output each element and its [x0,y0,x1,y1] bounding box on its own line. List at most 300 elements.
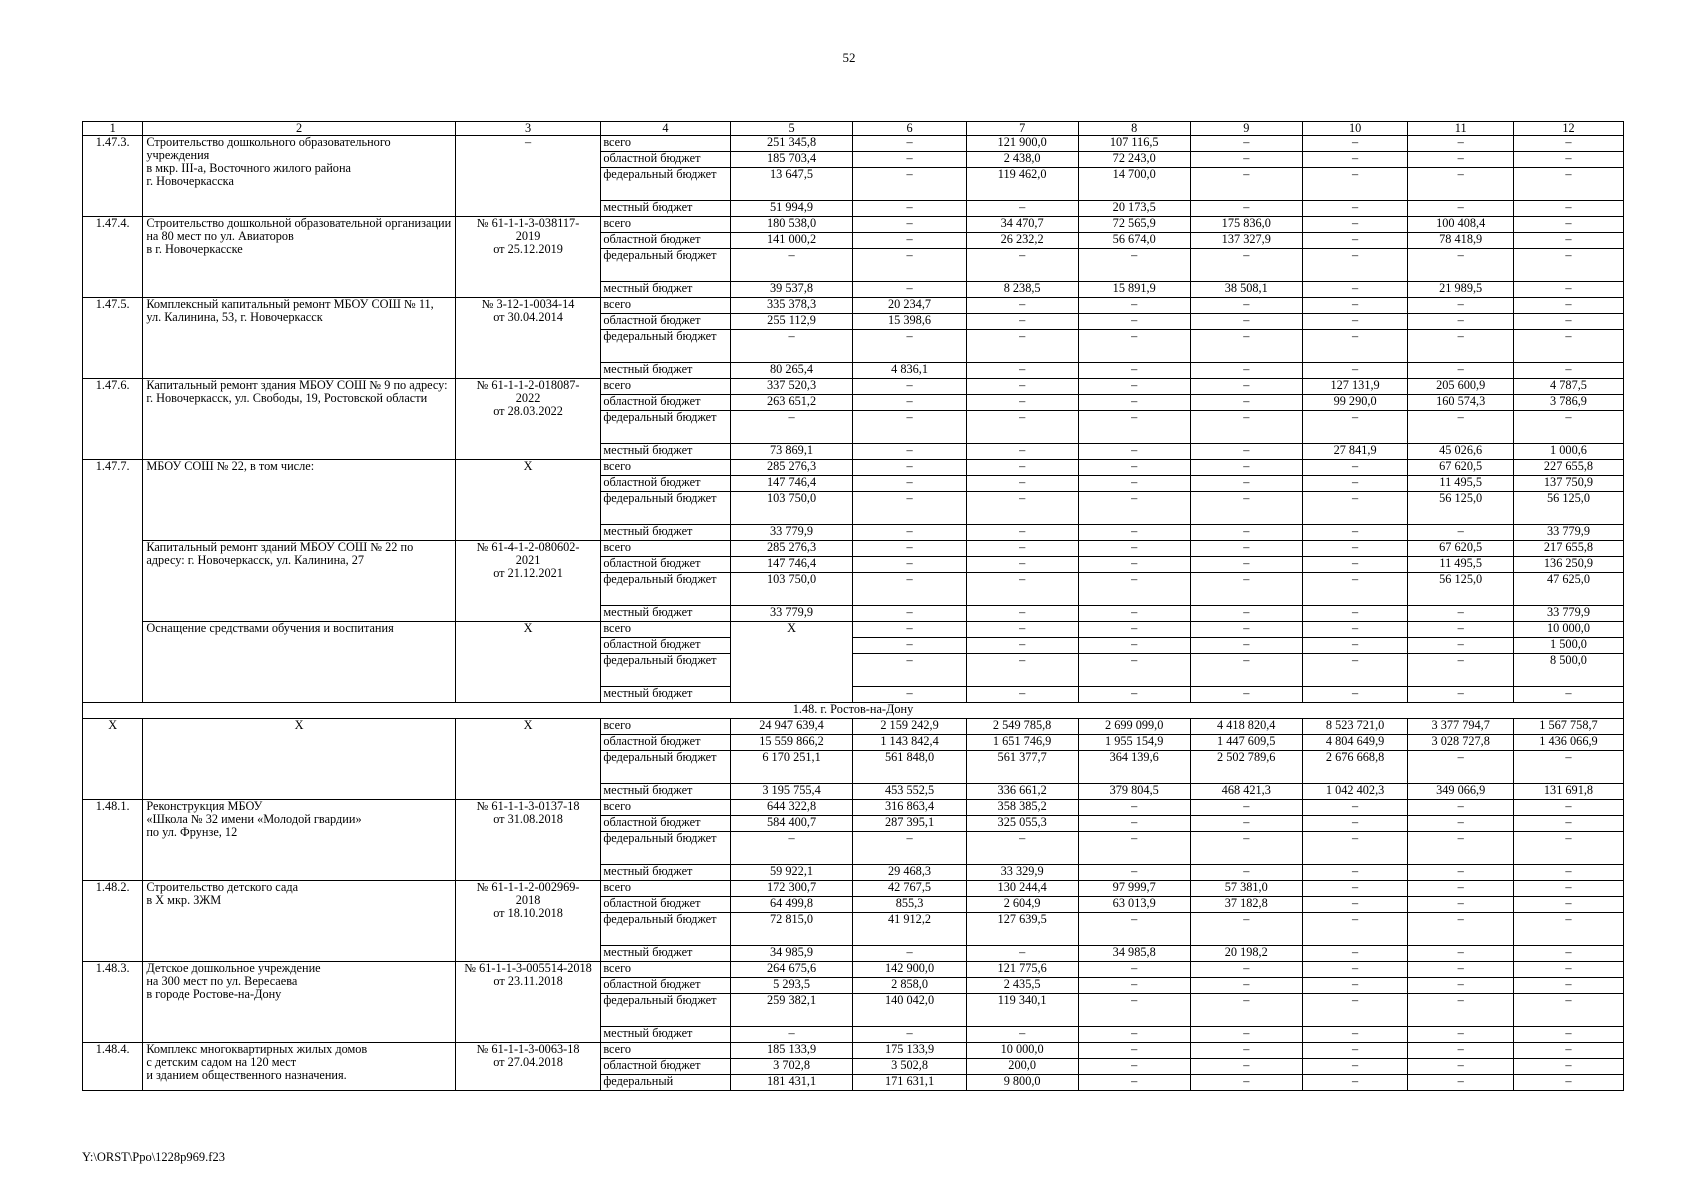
value-cell: – [1408,136,1514,152]
value-cell: 34 470,7 [966,217,1078,233]
value-cell: – [1513,994,1623,1027]
value-cell: – [1408,638,1514,654]
value-cell: – [1408,962,1514,978]
value-cell: 20 173,5 [1078,201,1190,217]
value-cell: – [853,330,966,363]
value-cell: 56 125,0 [1408,573,1514,606]
budget-category: всего [601,962,730,978]
document-number: – [455,136,600,217]
value-cell: 119 340,1 [966,994,1078,1027]
value-cell: – [966,298,1078,314]
value-cell: 1 651 746,9 [966,735,1078,751]
value-cell: – [1408,201,1514,217]
value-cell: – [1302,476,1408,492]
item-name: Реконструкция МБОУ «Школа № 32 имени «Молодой гвардии» по ул. Фрунзе, 12 [143,800,456,881]
value-cell: 142 900,0 [853,962,966,978]
value-cell: 561 848,0 [853,751,966,784]
value-cell: – [1302,606,1408,622]
value-cell: 3 502,8 [853,1059,966,1075]
budget-category: федеральный бюджет [601,832,730,865]
budget-category: областной бюджет [601,476,730,492]
value-cell: – [966,557,1078,573]
budget-category: местный бюджет [601,201,730,217]
value-cell: 185 703,4 [730,152,853,168]
value-cell: – [1408,881,1514,897]
value-cell: – [1190,1059,1302,1075]
value-cell: – [1190,687,1302,703]
budget-category: местный бюджет [601,1027,730,1043]
value-cell: – [1302,233,1408,249]
value-cell: – [1513,201,1623,217]
value-cell: – [1190,460,1302,476]
value-cell: 14 700,0 [1078,168,1190,201]
budget-category: местный бюджет [601,865,730,881]
value-cell: 468 421,3 [1190,784,1302,800]
document-number: № 61-1-1-3-038117- 2019 от 25.12.2019 [455,217,600,298]
value-cell: – [1190,913,1302,946]
value-cell: – [1302,541,1408,557]
value-cell: – [1513,330,1623,363]
table-row [83,217,1624,233]
value-cell: – [1302,282,1408,298]
value-cell: – [1078,687,1190,703]
value-cell: – [1408,978,1514,994]
budget-category: всего [601,800,730,816]
value-cell: 24 947 639,4 [730,719,853,735]
value-cell: 1 042 402,3 [1302,784,1408,800]
item-number: 1.47.5. [83,298,143,379]
budget-category: местный бюджет [601,946,730,962]
value-cell: – [1408,816,1514,832]
value-cell: 200,0 [966,1059,1078,1075]
value-cell: – [1513,136,1623,152]
value-cell: 15 891,9 [1078,282,1190,298]
value-cell: – [853,687,966,703]
value-cell: – [1078,638,1190,654]
value-cell: – [1078,606,1190,622]
budget-category: областной бюджет [601,233,730,249]
budget-category: всего [601,719,730,735]
value-cell: – [1078,913,1190,946]
value-cell: 26 232,2 [966,233,1078,249]
value-cell: 2 159 242,9 [853,719,966,735]
value-cell: 63 013,9 [1078,897,1190,913]
value-cell: 59 922,1 [730,865,853,881]
value-cell: 561 377,7 [966,751,1078,784]
value-cell: – [853,525,966,541]
value-cell: – [730,249,853,282]
item-number: X [83,719,143,800]
value-cell: – [1190,606,1302,622]
value-cell: 2 699 099,0 [1078,719,1190,735]
column-number-row [83,122,1624,136]
budget-category: областной бюджет [601,314,730,330]
value-cell: – [1408,751,1514,784]
item-name: Оснащение средствами обучения и воспитания [143,622,456,703]
value-cell: – [1302,946,1408,962]
value-cell: – [1408,1075,1514,1091]
column-number-cell: 7 [966,122,1078,136]
value-cell: – [853,638,966,654]
budget-category: местный бюджет [601,444,730,460]
value-cell: – [1513,152,1623,168]
value-cell: – [966,606,1078,622]
value-cell: – [1302,800,1408,816]
value-cell: 3 377 794,7 [1408,719,1514,735]
value-cell: 6 170 251,1 [730,751,853,784]
value-cell: 103 750,0 [730,492,853,525]
value-cell: 4 804 649,9 [1302,735,1408,751]
value-cell: – [853,832,966,865]
value-cell: 5 293,5 [730,978,853,994]
value-cell: 141 000,2 [730,233,853,249]
value-cell: – [1078,492,1190,525]
value-cell: – [1513,1059,1623,1075]
value-cell: 584 400,7 [730,816,853,832]
document-number: № 61-1-1-3-0063-18 от 27.04.2018 [455,1043,600,1091]
value-cell: X [730,622,853,703]
budget-category: федеральный бюджет [601,411,730,444]
value-cell: – [1190,444,1302,460]
value-cell: – [1078,330,1190,363]
value-cell: – [853,476,966,492]
value-cell: 119 462,0 [966,168,1078,201]
footer-file-path: Y:\ORST\Ppo\1228p969.f23 [82,1150,225,1164]
budget-category: федеральный бюджет [601,249,730,282]
value-cell: – [966,444,1078,460]
value-cell: – [1302,978,1408,994]
value-cell: – [1190,865,1302,881]
value-cell: – [853,573,966,606]
budget-category: местный бюджет [601,282,730,298]
value-cell: 263 651,2 [730,395,853,411]
column-number-cell: 4 [601,122,730,136]
value-cell: – [966,476,1078,492]
column-number-cell: 6 [853,122,966,136]
value-cell: – [1302,962,1408,978]
value-cell: – [1078,557,1190,573]
value-cell: – [1302,136,1408,152]
value-cell: – [1408,1027,1514,1043]
value-cell: 251 345,8 [730,136,853,152]
value-cell: 56 674,0 [1078,233,1190,249]
value-cell: 67 620,5 [1408,460,1514,476]
value-cell: 336 661,2 [966,784,1078,800]
value-cell: – [1408,152,1514,168]
value-cell: 10 000,0 [1513,622,1623,638]
document-number: X [455,622,600,703]
item-number: 1.47.4. [83,217,143,298]
budget-category: федеральный бюджет [601,330,730,363]
value-cell: – [1190,573,1302,606]
value-cell: – [853,201,966,217]
value-cell: – [1302,411,1408,444]
value-cell: – [1078,395,1190,411]
value-cell: 127 131,9 [1302,379,1408,395]
item-name: Комплекс многоквартирных жилых домов с детским садом на 120 мест и зданием общественного назначения. [143,1043,456,1091]
value-cell: – [1190,832,1302,865]
value-cell: 379 804,5 [1078,784,1190,800]
value-cell: – [1302,557,1408,573]
budget-category: местный бюджет [601,606,730,622]
value-cell: 107 116,5 [1078,136,1190,152]
value-cell: – [853,654,966,687]
value-cell: 100 408,4 [1408,217,1514,233]
value-cell: – [1513,816,1623,832]
value-cell: – [1302,314,1408,330]
value-cell: – [853,411,966,444]
budget-category: местный бюджет [601,784,730,800]
value-cell: – [853,233,966,249]
document-number: № 61-1-1-3-0137-18 от 31.08.2018 [455,800,600,881]
value-cell: 2 549 785,8 [966,719,1078,735]
value-cell: – [1513,881,1623,897]
value-cell: – [1408,298,1514,314]
value-cell: – [1513,687,1623,703]
value-cell: 137 327,9 [1190,233,1302,249]
item-number: 1.47.3. [83,136,143,217]
value-cell: – [730,832,853,865]
value-cell: – [966,201,1078,217]
value-cell: – [853,492,966,525]
value-cell: – [1302,1027,1408,1043]
value-cell: – [1190,201,1302,217]
value-cell: 175 133,9 [853,1043,966,1059]
item-number: 1.47.6. [83,379,143,460]
column-number-cell: 2 [143,122,456,136]
value-cell: – [1513,1043,1623,1059]
section-title: 1.48. г. Ростов-на-Дону [83,703,1624,719]
value-cell: 172 300,7 [730,881,853,897]
value-cell: 20 198,2 [1190,946,1302,962]
value-cell: – [1302,573,1408,606]
table-row [83,719,1624,735]
value-cell: – [1078,444,1190,460]
table-row [83,379,1624,395]
value-cell: – [1190,994,1302,1027]
value-cell: 1 143 842,4 [853,735,966,751]
value-cell: 358 385,2 [966,800,1078,816]
value-cell: 1 000,6 [1513,444,1623,460]
value-cell: 227 655,8 [1513,460,1623,476]
value-cell: – [1513,800,1623,816]
value-cell: – [1190,379,1302,395]
value-cell: – [1513,913,1623,946]
value-cell: – [730,330,853,363]
value-cell: – [966,492,1078,525]
value-cell: – [966,525,1078,541]
value-cell: – [1190,314,1302,330]
value-cell: – [1513,411,1623,444]
value-cell: – [966,687,1078,703]
value-cell: – [1190,136,1302,152]
value-cell: – [1408,832,1514,865]
value-cell: – [1078,816,1190,832]
value-cell: 171 631,1 [853,1075,966,1091]
value-cell: – [966,411,1078,444]
budget-category: федеральный бюджет [601,654,730,687]
value-cell: – [1078,476,1190,492]
value-cell: 160 574,3 [1408,395,1514,411]
value-cell: 185 133,9 [730,1043,853,1059]
value-cell: 8 238,5 [966,282,1078,298]
value-cell: 181 431,1 [730,1075,853,1091]
column-number-cell: 10 [1302,122,1408,136]
column-number-cell: 5 [730,122,853,136]
value-cell: 121 775,6 [966,962,1078,978]
value-cell: – [1302,622,1408,638]
budget-category: всего [601,541,730,557]
value-cell: – [1513,217,1623,233]
value-cell: – [1302,881,1408,897]
value-cell: – [1078,1075,1190,1091]
value-cell: 2 604,9 [966,897,1078,913]
value-cell: – [1513,1075,1623,1091]
value-cell: – [1190,800,1302,816]
budget-category: местный бюджет [601,687,730,703]
value-cell: – [1078,654,1190,687]
value-cell: – [853,460,966,476]
table-row [83,622,1624,638]
budget-category: местный бюджет [601,525,730,541]
section-row [83,703,1624,719]
value-cell: 2 435,5 [966,978,1078,994]
item-name: Детское дошкольное учреждение на 300 мест по ул. Вересаева в городе Ростове-на-Дону [143,962,456,1043]
item-name: Капитальный ремонт зданий МБОУ СОШ № 22 по адресу: г. Новочеркасск, ул. Калинина, 27 [143,541,456,622]
value-cell: – [1408,654,1514,687]
value-cell: – [1302,913,1408,946]
document-number: № 3-12-1-0034-14 от 30.04.2014 [455,298,600,379]
value-cell: 15 559 866,2 [730,735,853,751]
value-cell: 137 750,9 [1513,476,1623,492]
value-cell: – [1513,978,1623,994]
value-cell: 33 779,9 [1513,525,1623,541]
value-cell: – [1302,1075,1408,1091]
document-number: № 61-1-1-2-002969- 2018 от 18.10.2018 [455,881,600,962]
value-cell: – [1302,492,1408,525]
budget-category: областной бюджет [601,735,730,751]
value-cell: 136 250,9 [1513,557,1623,573]
value-cell: – [1078,525,1190,541]
value-cell: 56 125,0 [1408,492,1514,525]
table-row [83,460,1624,476]
value-cell: 47 625,0 [1513,573,1623,606]
value-cell: – [1513,962,1623,978]
value-cell: – [1190,492,1302,525]
value-cell: 72 565,9 [1078,217,1190,233]
document-number: № 61-1-1-2-018087- 2022 от 28.03.2022 [455,379,600,460]
budget-category: федеральный бюджет [601,492,730,525]
value-cell: 1 955 154,9 [1078,735,1190,751]
value-cell: – [730,411,853,444]
table-row [83,800,1624,816]
budget-category: областной бюджет [601,816,730,832]
value-cell: – [1302,897,1408,913]
value-cell: 80 265,4 [730,363,853,379]
budget-category: всего [601,881,730,897]
budget-category: областной бюджет [601,897,730,913]
value-cell: 72 243,0 [1078,152,1190,168]
value-cell: 644 322,8 [730,800,853,816]
value-cell: – [1408,800,1514,816]
value-cell: 37 182,8 [1190,897,1302,913]
value-cell: 364 139,6 [1078,751,1190,784]
value-cell: – [1190,395,1302,411]
item-name: Строительство детского сада в X мкр. ЗЖМ [143,881,456,962]
value-cell: – [730,1027,853,1043]
table-row [83,298,1624,314]
value-cell: 29 468,3 [853,865,966,881]
value-cell: – [853,395,966,411]
value-cell: – [1078,573,1190,606]
value-cell: – [1513,832,1623,865]
value-cell: – [1302,460,1408,476]
value-cell: – [853,622,966,638]
value-cell: – [1408,865,1514,881]
value-cell: – [853,217,966,233]
value-cell: – [1078,460,1190,476]
value-cell: – [1408,994,1514,1027]
table-row [83,962,1624,978]
value-cell: – [1302,816,1408,832]
page-number: 52 [842,50,856,65]
value-cell: – [966,330,1078,363]
value-cell: – [1408,525,1514,541]
value-cell: – [1190,978,1302,994]
budget-category: федеральный бюджет [601,751,730,784]
value-cell: 349 066,9 [1408,784,1514,800]
value-cell: – [1078,541,1190,557]
value-cell: – [1078,249,1190,282]
value-cell: – [1190,638,1302,654]
value-cell: – [1302,217,1408,233]
value-cell: – [1078,800,1190,816]
value-cell: – [1078,1059,1190,1075]
column-number-cell: 12 [1513,122,1623,136]
budget-category: всего [601,622,730,638]
value-cell: 3 786,9 [1513,395,1623,411]
value-cell: 33 779,9 [730,525,853,541]
value-cell: 11 495,5 [1408,476,1514,492]
value-cell: 51 994,9 [730,201,853,217]
budget-category: областной бюджет [601,978,730,994]
budget-category: областной бюджет [601,395,730,411]
value-cell: 2 502 789,6 [1190,751,1302,784]
value-cell: – [1302,525,1408,541]
value-cell: 33 779,9 [1513,606,1623,622]
budget-category: всего [601,298,730,314]
value-cell: 34 985,8 [1078,946,1190,962]
value-cell: – [1078,298,1190,314]
value-cell: 285 276,3 [730,541,853,557]
value-cell: – [1190,249,1302,282]
value-cell: – [1302,994,1408,1027]
value-cell: 13 647,5 [730,168,853,201]
value-cell: – [1513,282,1623,298]
value-cell: – [1513,249,1623,282]
value-cell: – [1190,622,1302,638]
budget-category: всего [601,217,730,233]
value-cell: 147 746,4 [730,557,853,573]
value-cell: – [1302,201,1408,217]
value-cell: – [1078,994,1190,1027]
value-cell: – [1302,638,1408,654]
document-number: № 61-4-1-2-080602- 2021 от 21.12.2021 [455,541,600,622]
value-cell: – [853,541,966,557]
value-cell: – [1513,946,1623,962]
value-cell: – [853,249,966,282]
budget-category: федеральный [601,1075,730,1091]
